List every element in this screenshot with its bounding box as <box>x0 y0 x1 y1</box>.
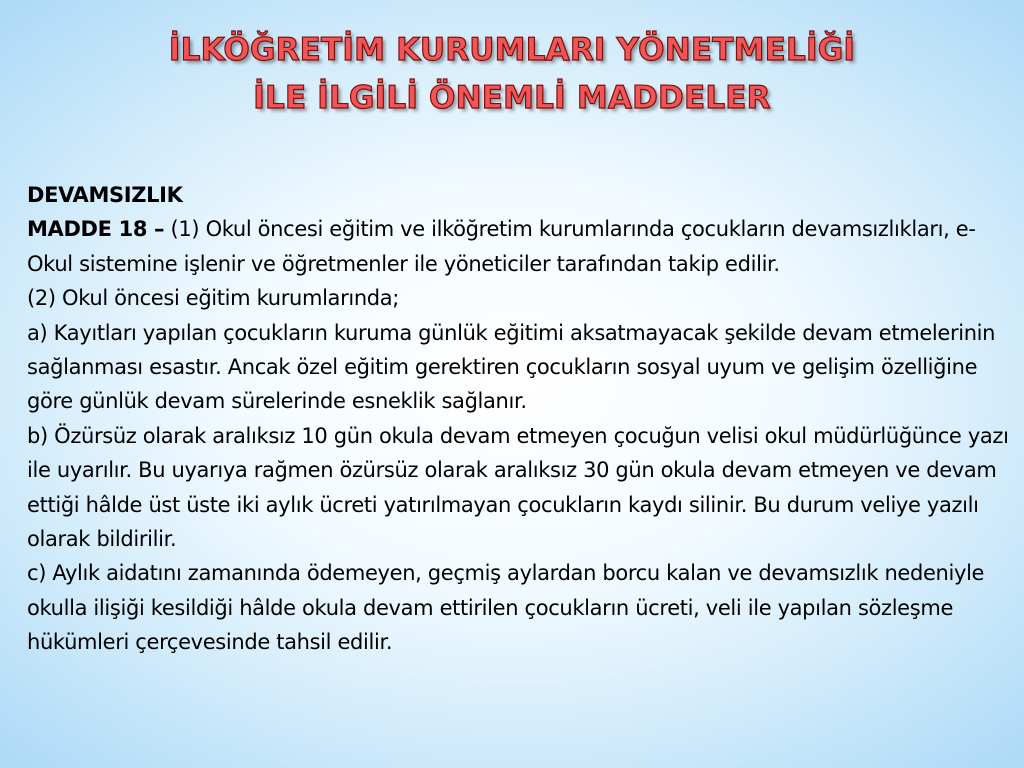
list-item-b: b) Özürsüz olarak aralıksız 10 gün okula devam etmeyen çocuğun velisi okul müdürlüğünce yazı ile uyarılır. Bu uyarıya rağmen özürsüz olarak aralıksız 30 gün okula devam etmeyen ve devam ettiği hâlde üst üste iki aylık ücreti yatırılmayan çocukların kaydı silinir. Bu durum veliye yazılı olarak bildirilir. <box>27 423 1009 552</box>
article-text: (1) Okul öncesi eğitim ve ilköğretim kurumlarında çocukların devamsızlıkları, e-Okul sistemine işlenir ve öğretmenler ile yöneticiler tarafından takip edilir. <box>27 217 976 276</box>
article-paragraph <box>27 212 1012 281</box>
slide-title <box>0 26 1024 122</box>
slide-body <box>27 178 1012 660</box>
slide-title-line-2: İLE İLGİLİ ÖNEMLİ MADDELER <box>253 80 771 116</box>
paragraph-2: (2) Okul öncesi eğitim kurumlarında; <box>27 286 400 311</box>
list-item-c: c) Aylık aidatını zamanında ödemeyen, geçmiş aylardan borcu kalan ve devamsızlık nedeniyle okulla ilişiği kesildiği hâlde okula devam ettirilen çocukların ücreti, veli ile yapılan sözleşme hükümleri çerçevesinde tahsil edilir. <box>27 561 985 655</box>
article-label: MADDE 18 – <box>27 217 165 242</box>
list-item-a: a) Kayıtları yapılan çocukların kuruma günlük eğitimi aksatmayacak şekilde devam etmelerinin sağlanması esastır. Ancak özel eğitim gerektiren çocukların sosyal uyum ve gelişim özelliğine göre günlük devam sürelerinde esneklik sağlanır. <box>27 320 996 414</box>
slide-title-line-1: İLKÖĞRETİM KURUMLARI YÖNETMELİĞİ <box>168 32 856 68</box>
section-heading: DEVAMSIZLIK <box>27 183 183 207</box>
